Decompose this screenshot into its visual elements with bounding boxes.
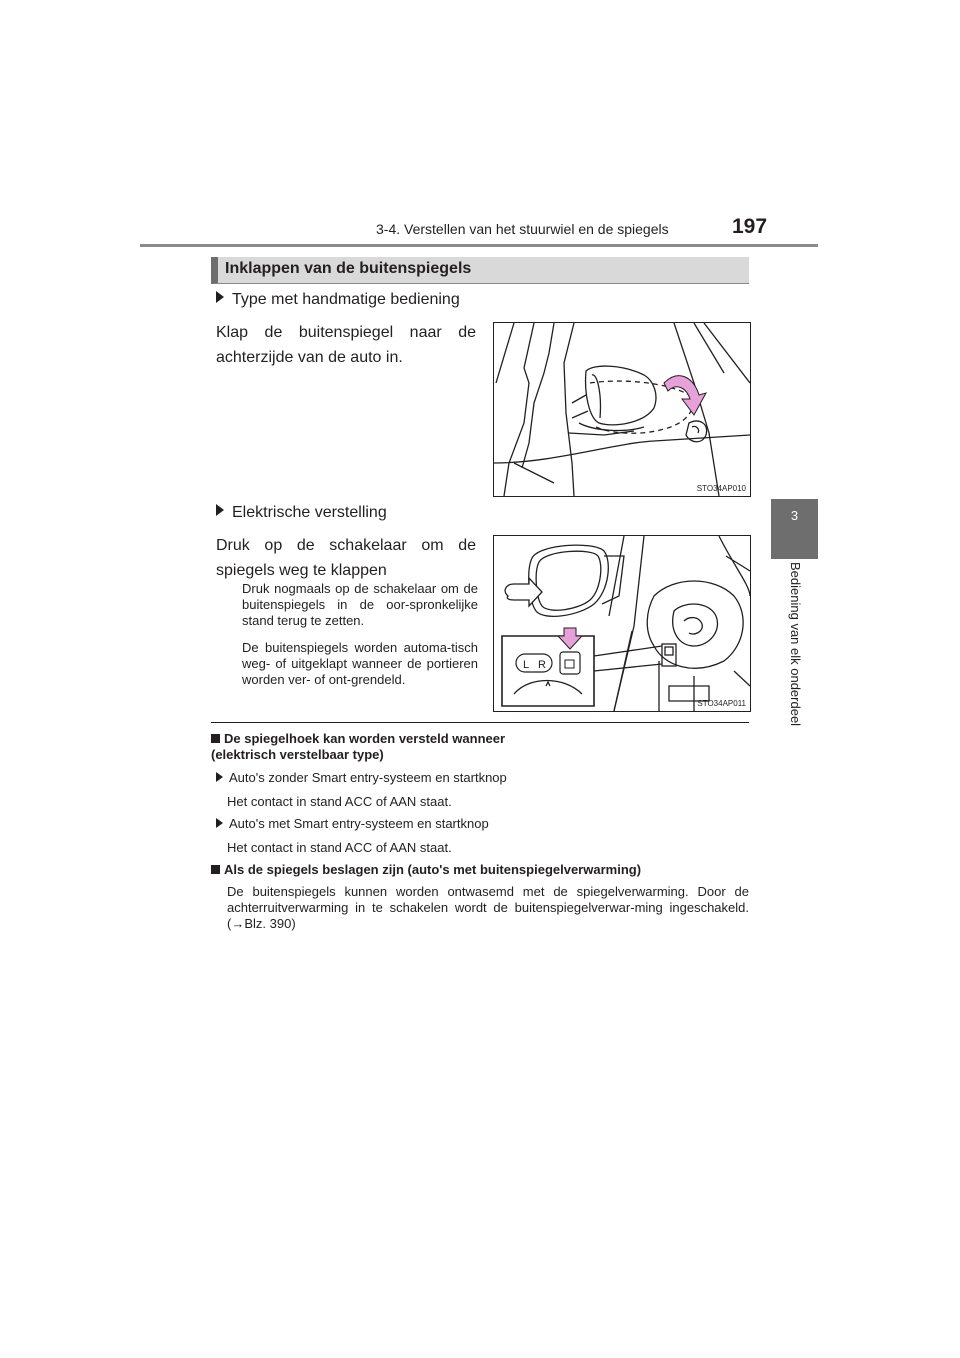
note-text-no-smart-entry: Het contact in stand ACC of AAN staat.: [227, 794, 452, 809]
note-sub-no-smart-entry: Auto's zonder Smart entry-systeem en startknop: [216, 770, 507, 786]
electric-instruction: Druk op de schakelaar om de spiegels weg te klappen: [216, 537, 476, 579]
triangle-bullet-icon: [216, 772, 223, 782]
manual-instruction: Klap de buitenspiegel naar de achterzijde van de auto in.: [216, 324, 476, 366]
note-text-smart-entry: Het contact in stand ACC of AAN staat.: [227, 840, 452, 855]
page-ref-arrow-icon: →: [231, 916, 245, 931]
triangle-bullet-icon: [216, 818, 223, 828]
switch-left-label: L: [523, 659, 530, 671]
press-arrow-icon: [558, 628, 582, 649]
triangle-bullet-icon: [216, 504, 224, 516]
triangle-bullet-icon: [216, 291, 224, 303]
electric-subheading: Elektrische verstelling: [216, 504, 387, 522]
manual-subheading: Type met handmatige bediening: [216, 291, 460, 309]
switch-right-label: R: [538, 659, 546, 671]
page-number: 197: [732, 215, 768, 238]
header-rule: [140, 244, 818, 247]
running-header-title: 3-4. Verstellen van het stuurwiel en de spiegels: [376, 221, 669, 237]
page-reference-link[interactable]: Blz. 390): [244, 916, 296, 931]
fold-switch-button: [560, 652, 580, 674]
note-heading-fogged: Als de spiegels beslagen zijn (auto's met buitenspiegelverwarming): [211, 862, 641, 878]
note-sub-smart-entry: Auto's met Smart entry-systeem en startknop: [216, 816, 489, 832]
section-title: Inklappen van de buitenspiegels: [225, 260, 472, 277]
image-code: STO34AP010: [696, 484, 746, 493]
square-bullet-icon: [211, 865, 220, 874]
lr-selector-switch: [516, 654, 552, 672]
mirror-switch-illustration: [493, 535, 751, 712]
mirror-fold-illustration: [493, 322, 751, 497]
chapter-label: Bediening van elk onderdeel: [788, 562, 803, 727]
manual-fold-drawing: [494, 323, 750, 496]
square-bullet-icon: [211, 734, 220, 743]
electric-switch-drawing: [494, 536, 750, 711]
fold-arrow-icon: [664, 376, 706, 415]
chapter-number: 3: [790, 508, 799, 523]
note-text-fogged: De buitenspiegels kunnen worden ontwasemd met de spiegelverwarming. Door de achterruitverwarming in te schakelen wordt de buitenspiegelverwar-ming ingeschakeld. (→Blz. 390): [227, 884, 749, 931]
note-heading-angle: De spiegelhoek kan worden versteld wanneer (elektrisch verstelbaar type): [211, 731, 506, 762]
electric-note-restore: Druk nogmaals op de schakelaar om de buitenspiegels in de oor-spronkelijke stand terug te zetten.: [242, 581, 478, 628]
electric-note-auto: De buitenspiegels worden automa-tisch weg- of uitgeklapt wanneer de portieren worden ver- of ont-grendeld.: [242, 640, 478, 687]
image-code: STO34AP011: [697, 699, 746, 708]
notes-divider: [211, 722, 749, 723]
